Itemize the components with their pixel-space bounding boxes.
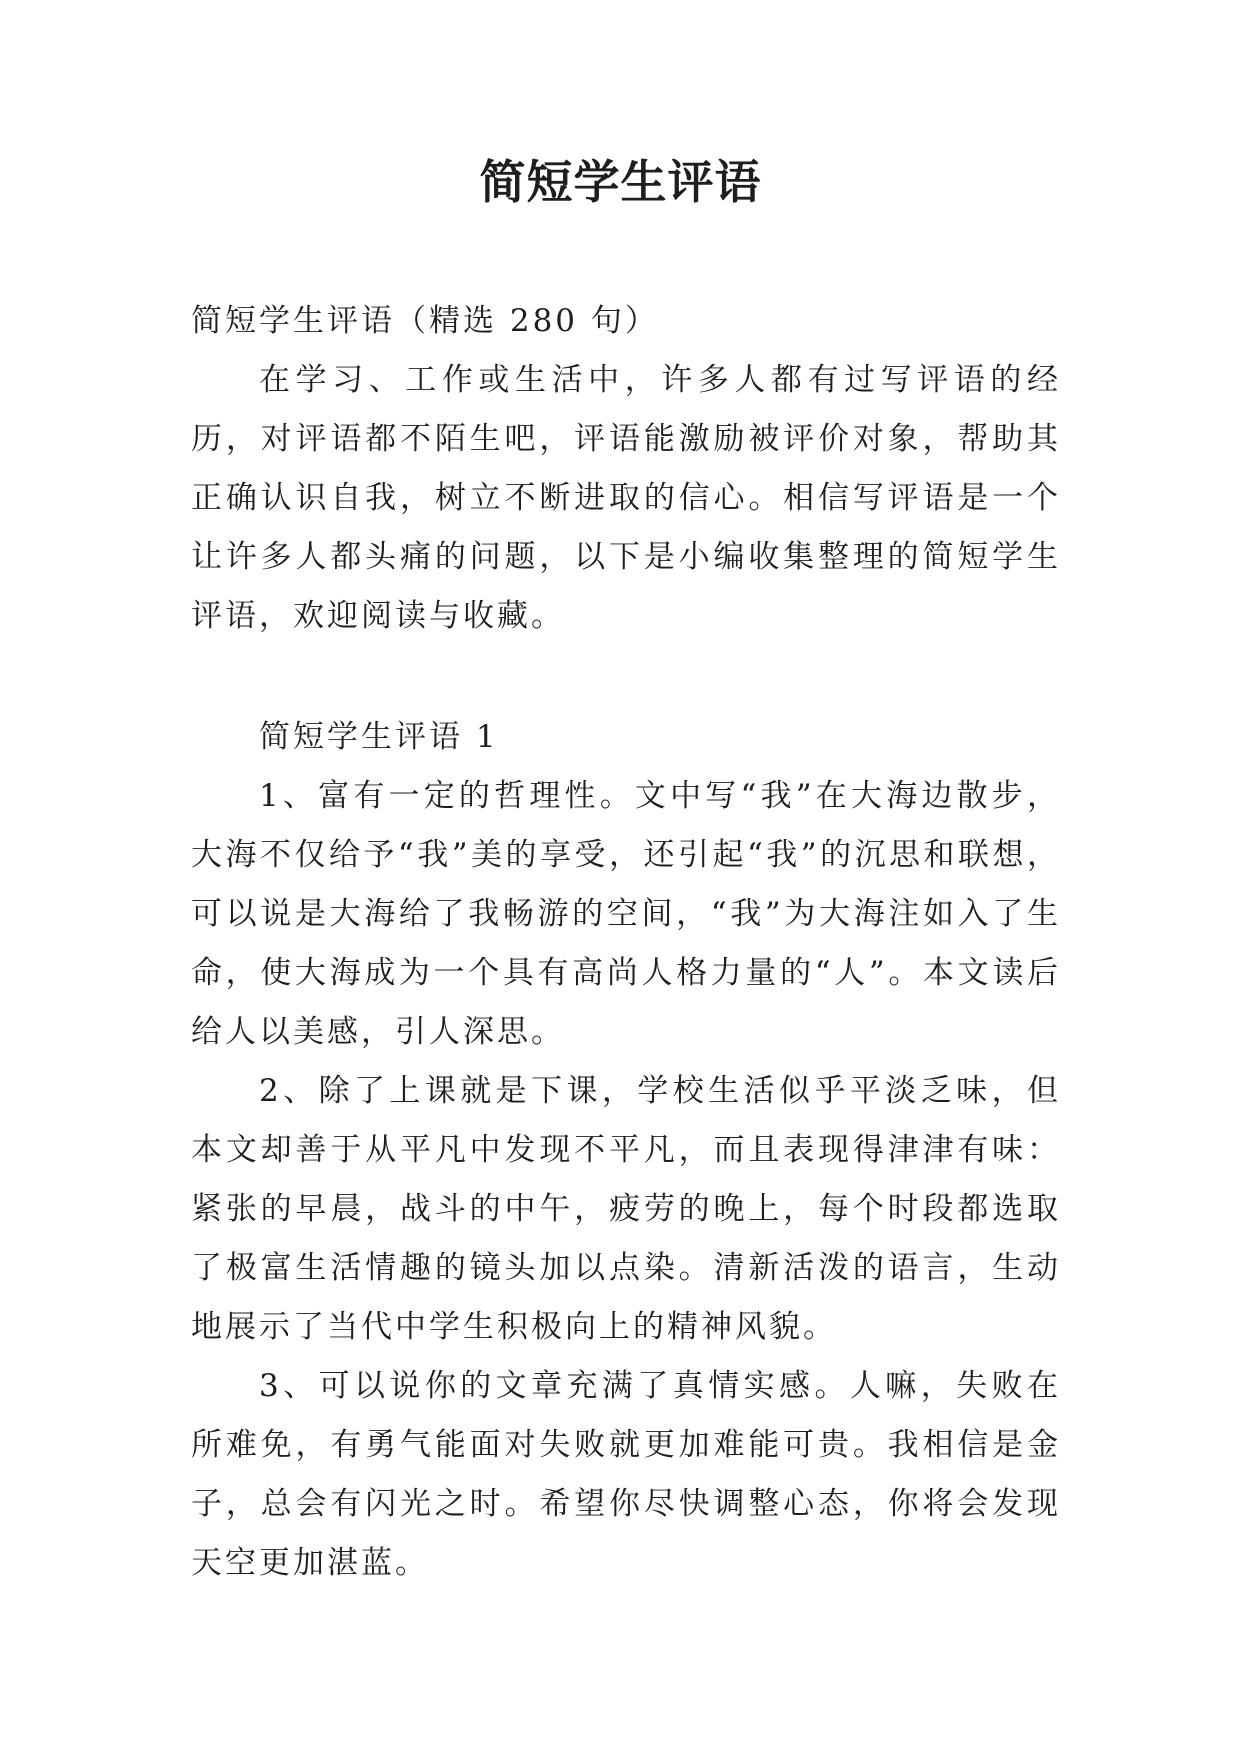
document-body bbox=[191, 292, 1061, 1593]
page-title: 简短学生评语 bbox=[479, 155, 762, 209]
document-subtitle: 简短学生评语（精选 280 句） bbox=[191, 303, 659, 339]
comment-item-2: 2、除了上课就是下课，学校生活似乎平淡乏味，但本文却善于从平凡中发现不平凡，而且表现得津津有味：紧张的早晨，战斗的中午，疲劳的晚上，每个时段都选取了极富生活情趣的镜头加以点染。清新活泼的语言，生动地展示了当代中学生积极向上的精神风貌。 bbox=[191, 1073, 1061, 1345]
intro-paragraph: 在学习、工作或生活中，许多人都有过写评语的经历，对评语都不陌生吧，评语能激励被评价对象，帮助其正确认识自我，树立不断进取的信心。相信写评语是一个让许多人都头痛的问题，以下是小编收集整理的简短学生评语，欢迎阅读与收藏。 bbox=[191, 362, 1061, 634]
section-heading: 简短学生评语 1 bbox=[259, 719, 499, 755]
comment-item-3: 3、可以说你的文章充满了真情实感。人嘛，失败在所难免，有勇气能面对失败就更加难能可贵。我相信是金子，总会有闪光之时。希望你尽快调整心态，你将会发现天空更加湛蓝。 bbox=[191, 1368, 1061, 1581]
comment-item-1: 1、富有一定的哲理性。文中写“我”在大海边散步，大海不仅给予“我”美的享受，还引起“我”的沉思和联想，可以说是大海给了我畅游的空间，“我”为大海注如入了生命，使大海成为一个具有高尚人格力量的“人”。本文读后给人以美感，引人深思。 bbox=[191, 778, 1061, 1050]
